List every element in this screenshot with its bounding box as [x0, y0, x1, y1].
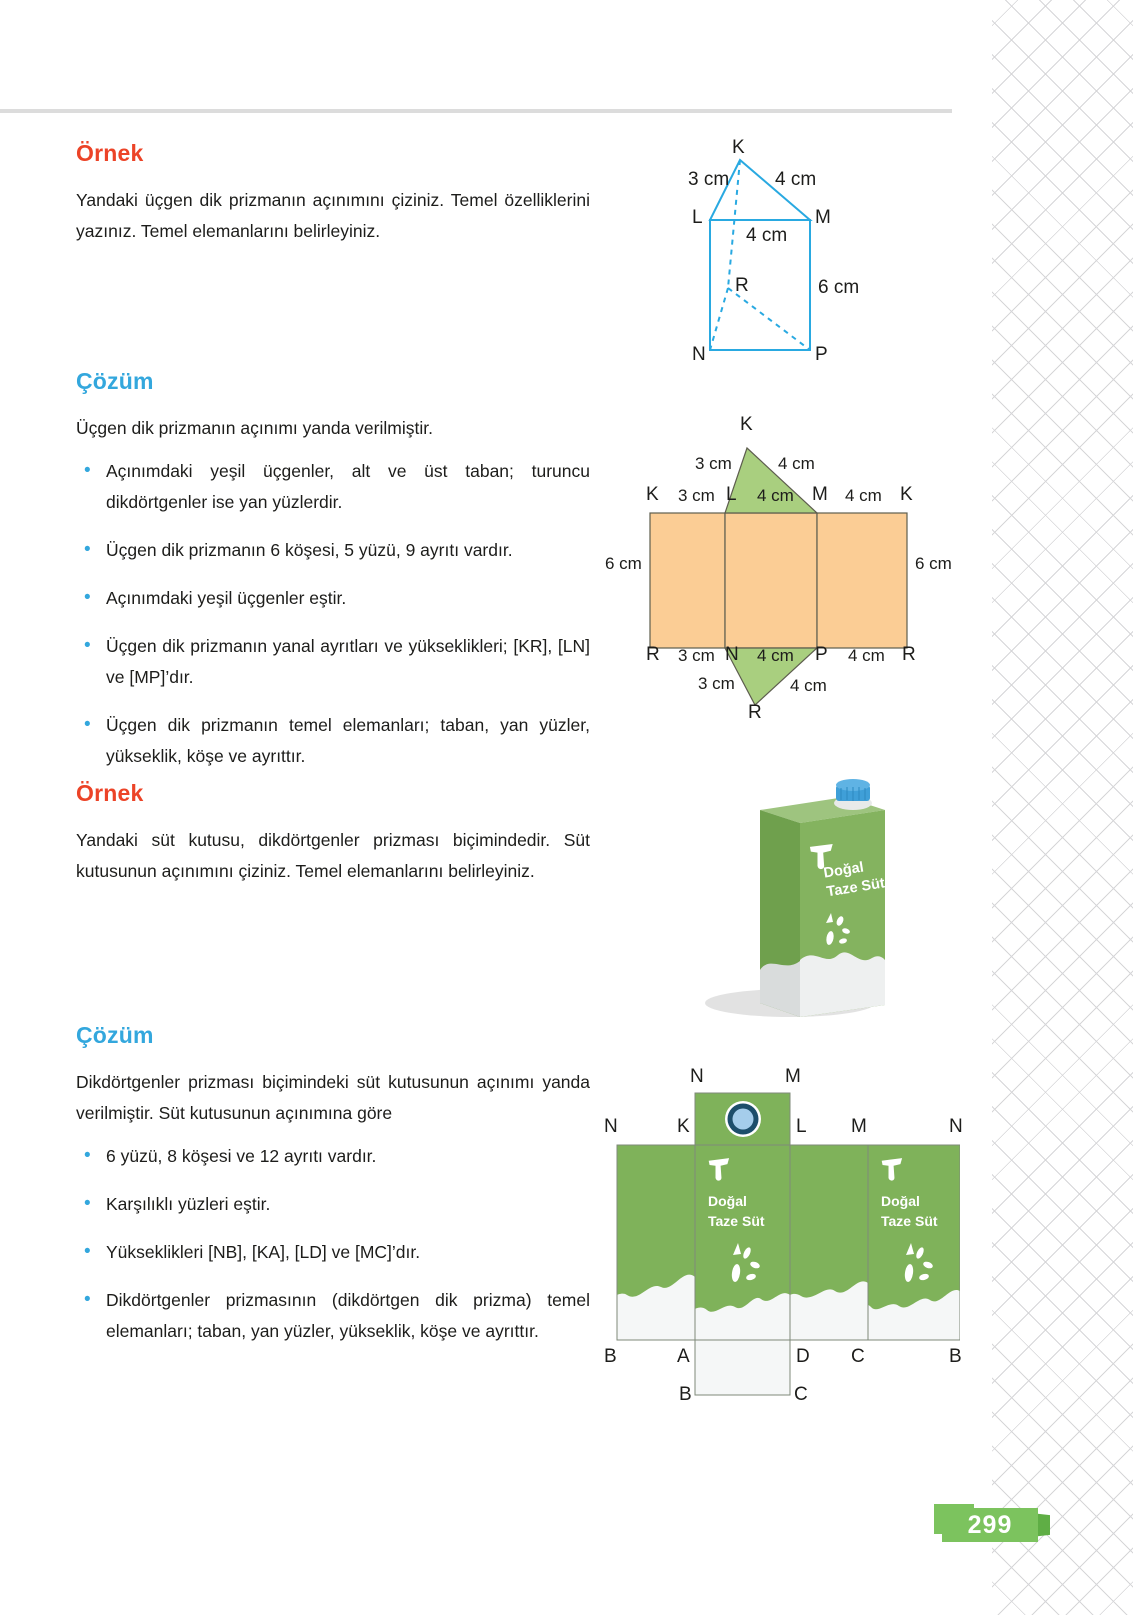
ribbon-body [942, 1508, 1038, 1542]
net-carton-vertex-L: L [796, 1116, 807, 1137]
list-item: • Açınımdaki yeşil üçgenler eştir. [76, 583, 590, 614]
net-dim-top-left: 3 cm [695, 454, 732, 473]
solution-1-intro: Üçgen dik prizmanın açınımı yanda verilmiştir. [76, 418, 433, 438]
list-item: • Üçgen dik prizmanın temel elemanları; taban, yan yüzler, yükseklik, köşe ve ayrıttır. [76, 710, 590, 772]
net-panel-1-green [617, 1145, 695, 1297]
list-item: • Yükseklikleri [NB], [KA], [LD] ve [MC]’dır. [76, 1237, 590, 1268]
net-carton-vertex-M: M [851, 1116, 867, 1137]
list-item: • Karşılıklı yüzleri eştir. [76, 1189, 590, 1220]
solution-2-bullet-list [76, 1141, 590, 1347]
net-vertex-K-right: K [900, 484, 913, 505]
example-1-heading: Örnek [76, 140, 144, 166]
carton-brand-line2: Taze Süt [825, 875, 886, 901]
net-brand-line1: Doğal [708, 1193, 747, 1209]
net-vertex-R-left: R [646, 644, 660, 665]
solution-1-block [76, 368, 590, 789]
example-2-question: Yandaki süt kutusu, dikdörtgenler prizması biçimindedir. Süt kutusunun açınımını çiziniz. Temel elemanlarını belirleyiniz. [76, 830, 590, 881]
net-carton-vertex-C: C [851, 1346, 865, 1367]
net-dim-bottom-right: 4 cm [790, 676, 827, 695]
net-carton-vertex-N-right: N [949, 1116, 963, 1137]
net-rect-left [650, 513, 725, 648]
net-carton-vertex-B-bottom: B [679, 1384, 692, 1405]
net-vertex-K-top: K [740, 414, 753, 435]
net-dim-height-left: 6 cm [605, 554, 642, 573]
solution-2-intro: Dikdörtgenler prizması biçimindeki süt kutusunun açınımı yanda verilmiştir. Süt kutusunun açınımına göre [76, 1072, 590, 1123]
net-vertex-P: P [815, 644, 828, 665]
net-vertex-R-bottom: R [748, 702, 762, 723]
net-brand-line2: Taze Süt [881, 1213, 938, 1229]
net-carton-vertex-B-right: B [949, 1346, 962, 1367]
net-dim-top-3: 4 cm [845, 486, 882, 505]
net-carton-vertex-M-top: M [785, 1066, 801, 1087]
net-rect-right [817, 513, 907, 648]
prism-dim-height: 6 cm [818, 277, 860, 298]
net-carton-vertex-N-top: N [690, 1066, 704, 1087]
solution-1-heading: Çözüm [76, 368, 154, 394]
net-dim-bot-2: 4 cm [757, 646, 794, 665]
net-dim-top-2: 4 cm [757, 486, 794, 505]
prism-vertex-P: P [815, 344, 828, 365]
prism-vertex-K: K [732, 137, 745, 158]
header-divider-rule [0, 109, 952, 113]
prism-svg [660, 130, 940, 380]
decorative-crosshatch-margin [992, 0, 1133, 1615]
figure-milk-carton-net [595, 1055, 963, 1405]
net-dim-top-right: 4 cm [778, 454, 815, 473]
net-bottom-flap [695, 1340, 790, 1395]
solution-2-block [76, 1022, 590, 1364]
net-vertex-K-left: K [646, 484, 659, 505]
solution-1-bullet-list [76, 456, 590, 772]
example-1-block [76, 140, 590, 247]
net-dim-top-1: 3 cm [678, 486, 715, 505]
net-carton-vertex-A: A [677, 1346, 690, 1367]
net-carton-vertex-B-left: B [604, 1346, 617, 1367]
net-brand-line1: Doğal [881, 1193, 920, 1209]
milk-carton-svg [640, 755, 930, 1020]
prism-vertex-N: N [692, 344, 706, 365]
net-carton-vertex-N-left: N [604, 1116, 618, 1137]
prism-dim-right: 4 cm [775, 169, 817, 190]
list-item: • Açınımdaki yeşil üçgenler, alt ve üst taban; turuncu dikdörtgenler ise yan yüzlerdir. [76, 456, 590, 518]
prism-dim-left: 3 cm [688, 169, 730, 190]
solution-2-heading: Çözüm [76, 1022, 154, 1048]
figure-triangular-prism-net [600, 405, 970, 723]
net-dim-bot-1: 3 cm [678, 646, 715, 665]
page-number: 299 [967, 1510, 1013, 1539]
net-brand-text-panel4 [881, 1191, 938, 1231]
net-vertex-M: M [812, 484, 828, 505]
net-carton-vertex-D: D [796, 1346, 810, 1367]
net-dim-bottom-left: 3 cm [698, 674, 735, 693]
net-carton-vertex-K: K [677, 1116, 690, 1137]
prism-dim-base: 4 cm [746, 225, 788, 246]
carton-brand-line1: Doğal [822, 859, 865, 882]
net-dim-height-right: 6 cm [915, 554, 952, 573]
prism-vertex-L: L [692, 207, 703, 228]
net-dim-bot-3: 4 cm [848, 646, 885, 665]
net-panel-3-green [790, 1145, 868, 1298]
example-2-block [76, 780, 590, 887]
list-item: • Dikdörtgenler prizmasının (dikdörtgen dik prizma) temel elemanları; taban, yan yüzler, yükseklik, köşe ve ayrıttır. [76, 1285, 590, 1347]
net-brand-line2: Taze Süt [708, 1213, 765, 1229]
net-cap-inner [733, 1109, 754, 1130]
carton-front-milk-wave [800, 952, 885, 1020]
page-number-badge [934, 1496, 1054, 1544]
net-vertex-L: L [726, 484, 737, 505]
figure-milk-carton [640, 755, 930, 1020]
example-2-heading: Örnek [76, 780, 144, 806]
list-item: • Üçgen dik prizmanın 6 köşesi, 5 yüzü, 9 ayrıtı vardır. [76, 535, 590, 566]
prism-vertex-R: R [735, 275, 749, 296]
example-1-question: Yandaki üçgen dik prizmanın açınımını çiziniz. Temel özelliklerini yazınız. Temel elemanlarını belirleyiniz. [76, 190, 590, 241]
prism-vertex-M: M [815, 207, 831, 228]
net-vertex-N: N [725, 644, 739, 665]
net-rect-middle [725, 513, 817, 648]
net-vertex-R-right: R [902, 644, 916, 665]
net-carton-vertex-C-bottom: C [794, 1384, 808, 1405]
list-item: • 6 yüzü, 8 köşesi ve 12 ayrıtı vardır. [76, 1141, 590, 1172]
net-brand-text-panel2 [708, 1191, 765, 1231]
figure-triangular-prism [660, 130, 940, 380]
list-item: • Üçgen dik prizmanın yanal ayrıtları ve yükseklikleri; [KR], [LN] ve [MP]’dır. [76, 631, 590, 693]
